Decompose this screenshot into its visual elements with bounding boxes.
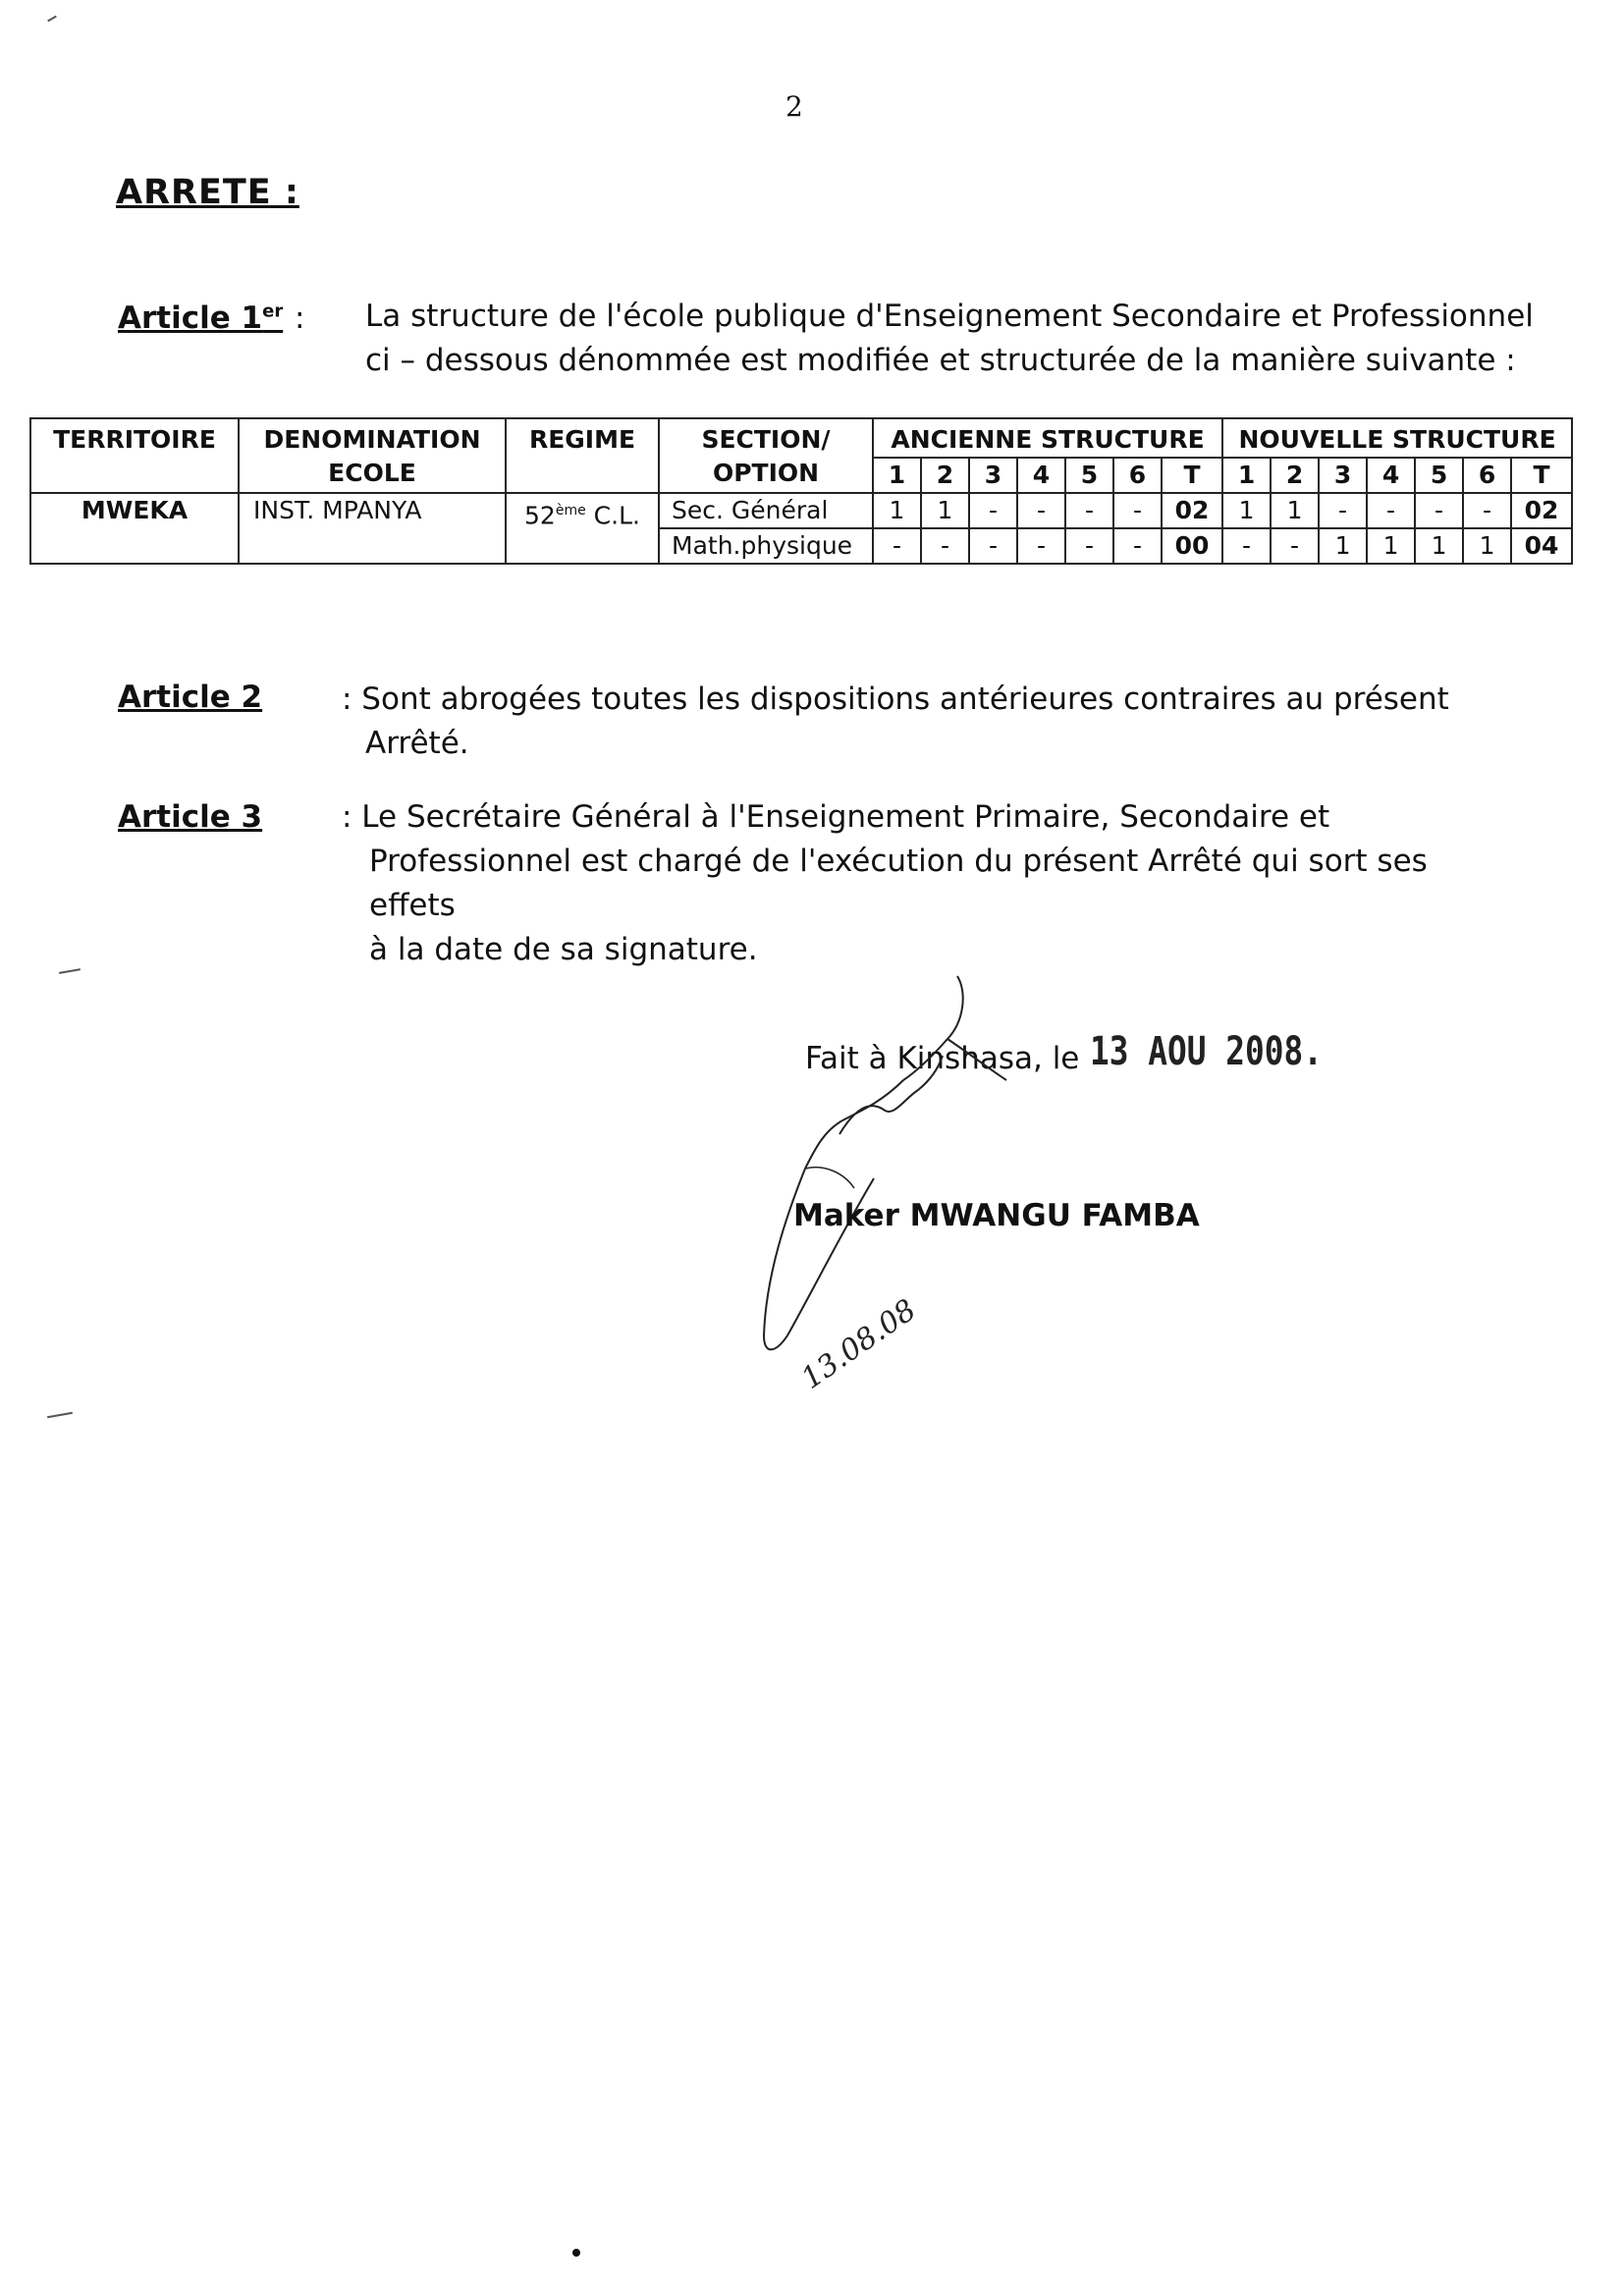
cell-nouvelle: 1 (1367, 528, 1415, 564)
cell-nouvelle: - (1415, 493, 1463, 528)
cell-nouvelle: 1 (1222, 493, 1271, 528)
document-heading: ARRETE : (116, 173, 299, 212)
cell-ancienne: 1 (873, 493, 921, 528)
cell-ancienne: - (1017, 528, 1065, 564)
cell-ancienne: - (1065, 493, 1113, 528)
subheader-col: 1 (1222, 458, 1271, 493)
cell-nouvelle-total: 04 (1511, 528, 1572, 564)
cell-ancienne-total: 00 (1162, 528, 1222, 564)
cell-nouvelle: - (1367, 493, 1415, 528)
subheader-col: 1 (873, 458, 921, 493)
table-row (30, 493, 1572, 528)
article-3-line-1: : Le Secrétaire Général à l'Enseignement Primaire, Secondaire et (342, 799, 1330, 835)
scan-mark (47, 1412, 73, 1418)
cell-ancienne: - (873, 528, 921, 564)
cell-nouvelle: 1 (1463, 528, 1511, 564)
subheader-col: T (1162, 458, 1222, 493)
subheader-col: 4 (1367, 458, 1415, 493)
header-denomination: DENOMINATION ECOLE (239, 418, 506, 493)
article-1-line-1: La structure de l'école publique d'Enseignement Secondaire et Professionnel (365, 299, 1534, 334)
cell-ancienne: - (1113, 493, 1162, 528)
subheader-col: 2 (921, 458, 969, 493)
cell-ecole: INST. MPANYA (239, 493, 506, 564)
cell-nouvelle: 1 (1415, 528, 1463, 564)
article-3-line-2: Professionnel est chargé de l'exécution du présent Arrêté qui sort ses effets (369, 844, 1428, 923)
cell-ancienne: - (969, 493, 1017, 528)
handwritten-date: 13.08.08 (794, 1292, 923, 1396)
header-ancienne: ANCIENNE STRUCTURE (873, 418, 1222, 458)
subheader-col: 5 (1415, 458, 1463, 493)
signatory-name: Maker MWANGU FAMBA (793, 1198, 1200, 1233)
article-1-line-2: ci – dessous dénommée est modifiée et structurée de la manière suivante : (365, 343, 1516, 378)
table-header-row (30, 418, 1572, 458)
article-3-text (342, 795, 1487, 972)
cell-nouvelle: - (1319, 493, 1367, 528)
header-nouvelle: NOUVELLE STRUCTURE (1222, 418, 1572, 458)
header-section: SECTION/ OPTION (659, 418, 873, 493)
article-1-label: Article 1er (118, 300, 284, 336)
article-2-line-1: : Sont abrogées toutes les dispositions antérieures contraires au présent (342, 682, 1449, 717)
header-regime: REGIME (506, 418, 659, 493)
cell-nouvelle: - (1463, 493, 1511, 528)
subheader-col: 3 (969, 458, 1017, 493)
subheader-col: T (1511, 458, 1572, 493)
subheader-col: 6 (1463, 458, 1511, 493)
cell-ancienne: - (969, 528, 1017, 564)
cell-territoire: MWEKA (30, 493, 239, 564)
cell-ancienne: 1 (921, 493, 969, 528)
handwritten-signature (746, 962, 1257, 1414)
cell-ancienne-total: 02 (1162, 493, 1222, 528)
cell-ancienne: - (921, 528, 969, 564)
subheader-col: 6 (1113, 458, 1162, 493)
structure-table (29, 417, 1573, 565)
cell-nouvelle-total: 02 (1511, 493, 1572, 528)
cell-ancienne: - (1017, 493, 1065, 528)
subheader-col: 2 (1271, 458, 1319, 493)
article-1-colon: : (295, 300, 305, 336)
subheader-col: 3 (1319, 458, 1367, 493)
article-2-line-2: Arrêté. (365, 726, 469, 761)
date-stamp: 13 AOU 2008. (1090, 1029, 1323, 1074)
signature-place: Fait à Kinshasa, le (805, 1041, 1080, 1076)
scan-dot (572, 2249, 580, 2257)
article-2-text (342, 678, 1449, 766)
article-1-text (365, 295, 1534, 383)
cell-section: Math.physique (659, 528, 873, 564)
cell-nouvelle: 1 (1319, 528, 1367, 564)
cell-ancienne: - (1065, 528, 1113, 564)
cell-nouvelle: 1 (1271, 493, 1319, 528)
article-1-superscript: er (262, 300, 284, 322)
article-2-label: Article 2 (118, 680, 263, 715)
scan-mark (47, 16, 57, 23)
page-number: 2 (785, 90, 803, 123)
cell-nouvelle: - (1222, 528, 1271, 564)
scan-mark (59, 968, 81, 974)
cell-nouvelle: - (1271, 528, 1319, 564)
subheader-col: 4 (1017, 458, 1065, 493)
cell-ancienne: - (1113, 528, 1162, 564)
article-3-label: Article 3 (118, 799, 263, 835)
cell-regime: 52ème C.L. (506, 493, 659, 564)
article-3-line-3: à la date de sa signature. (369, 932, 758, 967)
header-territoire: TERRITOIRE (30, 418, 239, 493)
cell-section: Sec. Général (659, 493, 873, 528)
subheader-col: 5 (1065, 458, 1113, 493)
